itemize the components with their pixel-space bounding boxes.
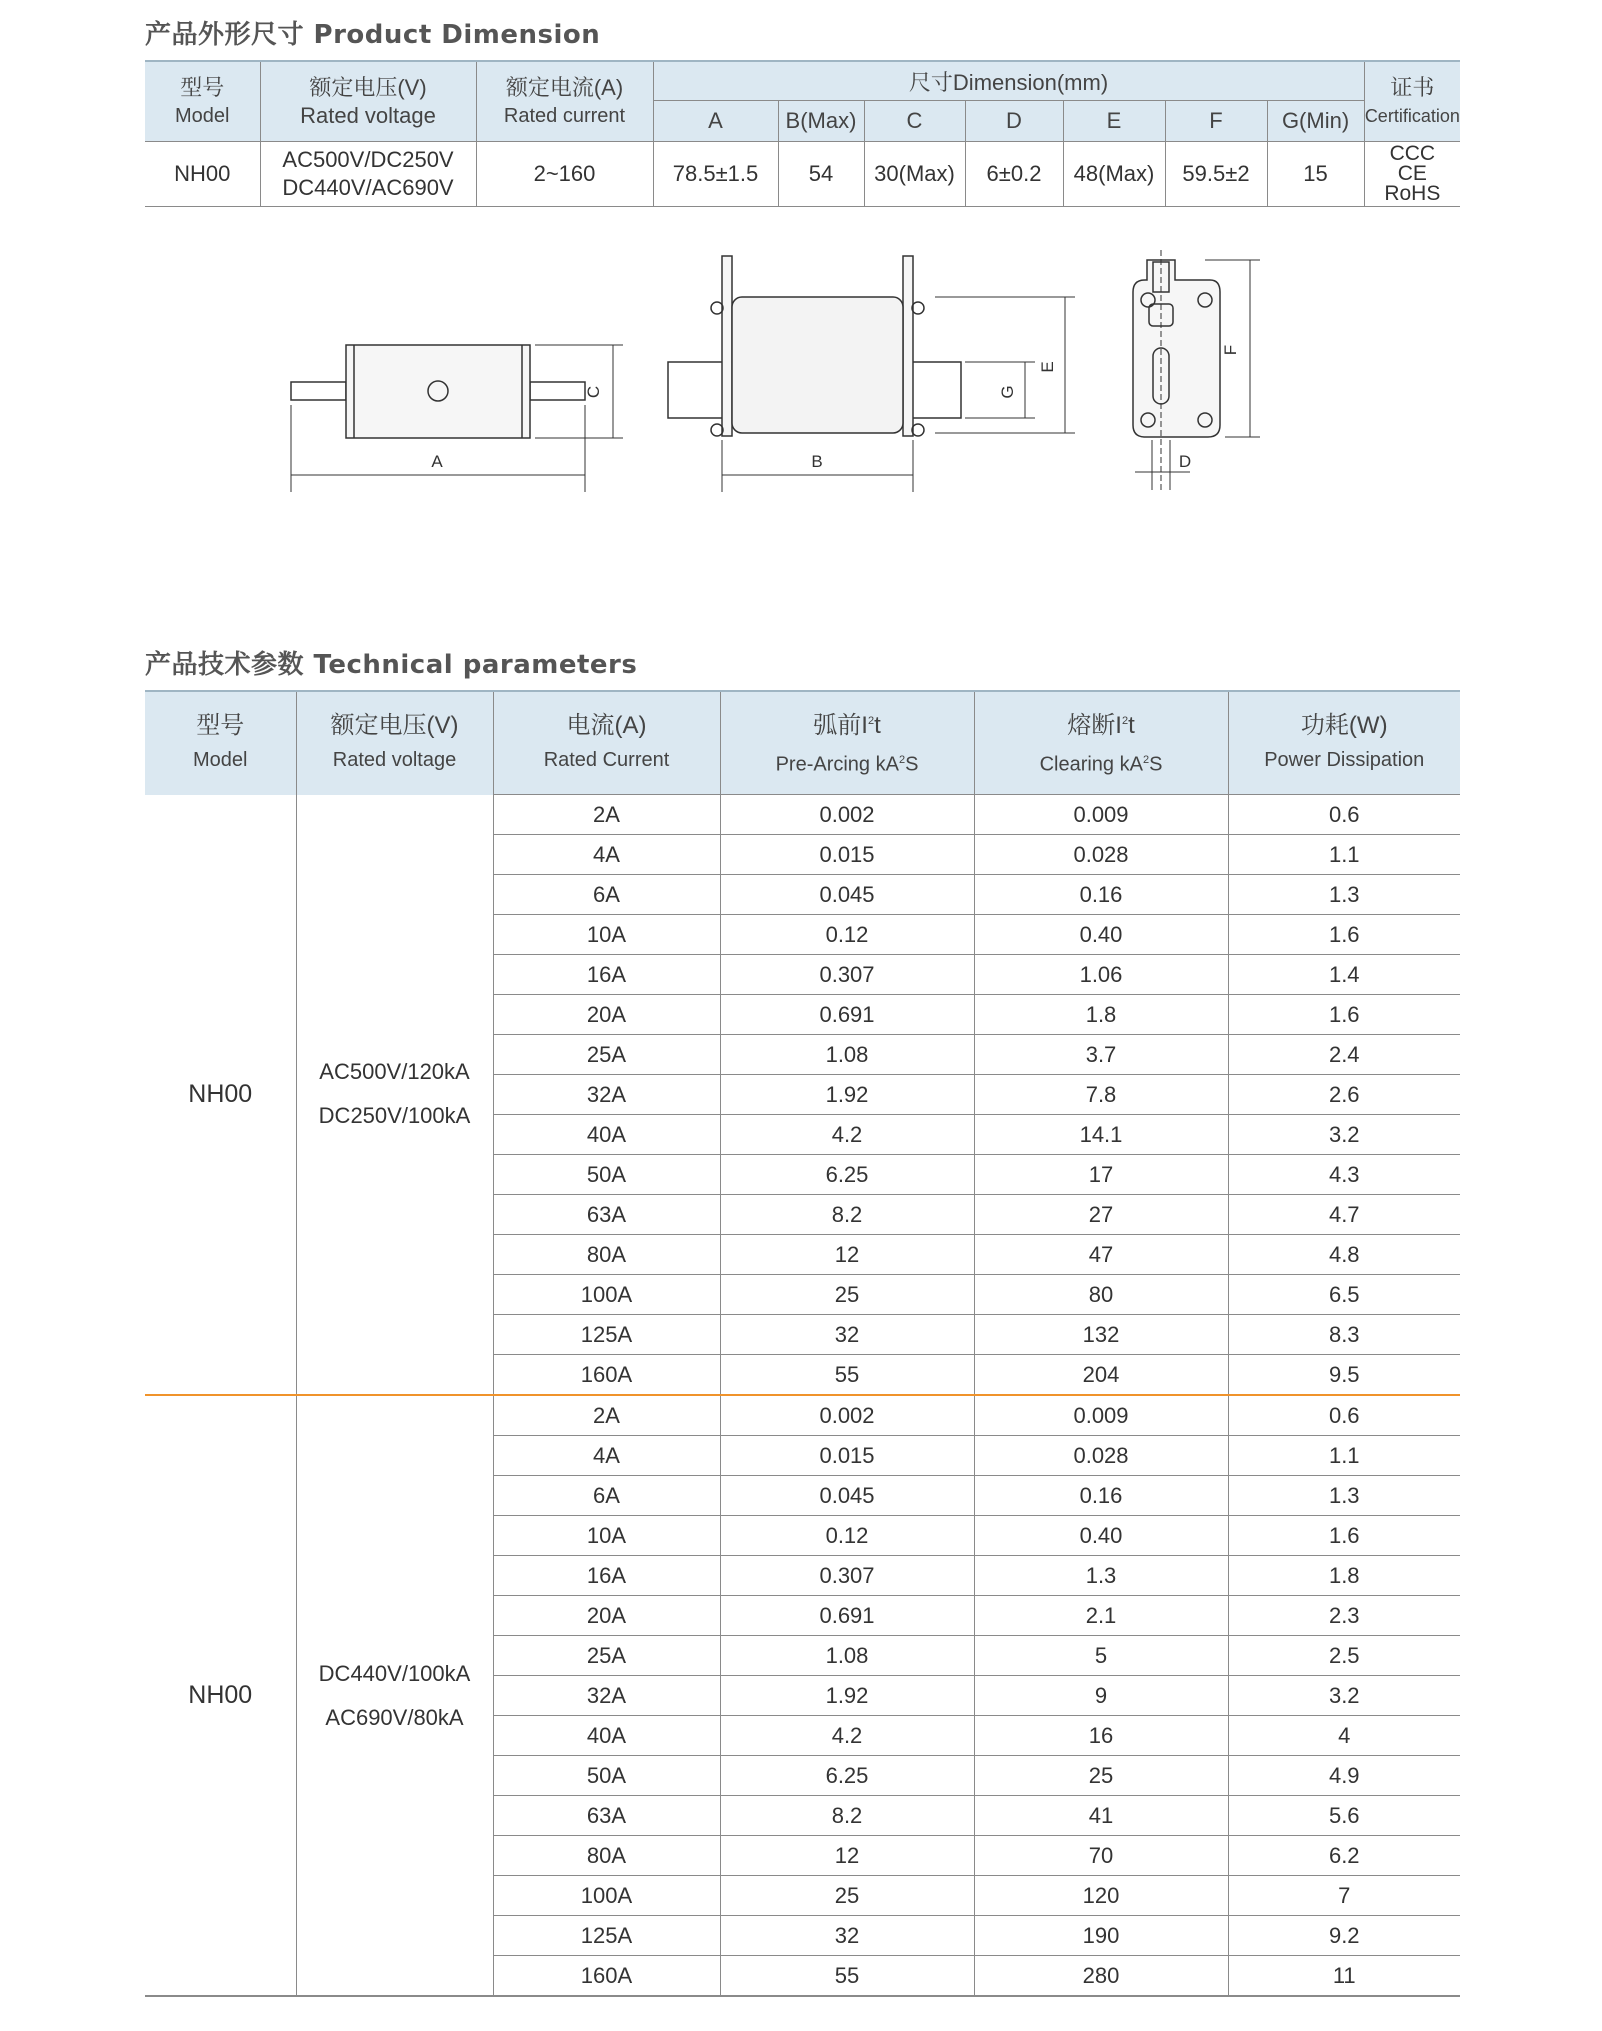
cell-pre-arcing: 6.25: [720, 1155, 974, 1195]
cell-power-dissipation: 0.6: [1228, 795, 1460, 835]
cell-power-dissipation: 2.3: [1228, 1596, 1460, 1636]
cell-clearing: 17: [974, 1155, 1228, 1195]
header-clearing: 熔断$I^2t$ Clearing $kA^2S$: [974, 691, 1228, 795]
cell-current: 20A: [493, 1596, 720, 1636]
cell-pre-arcing: 55: [720, 1355, 974, 1396]
header-model: 型号 Model: [145, 691, 296, 795]
cell-clearing: 47: [974, 1235, 1228, 1275]
cell-power-dissipation: 4.3: [1228, 1155, 1460, 1195]
cell-clearing: 7.8: [974, 1075, 1228, 1115]
drawing-label-a: A: [431, 452, 443, 471]
cell-current: 25A: [493, 1035, 720, 1075]
cell-pre-arcing: 4.2: [720, 1115, 974, 1155]
cell-power-dissipation: 4: [1228, 1716, 1460, 1756]
cell-power-dissipation: 3.2: [1228, 1676, 1460, 1716]
cell-clearing: 3.7: [974, 1035, 1228, 1075]
cell-pre-arcing: 32: [720, 1315, 974, 1355]
drawing-label-b: B: [811, 452, 823, 471]
cell-current: 160A: [493, 1956, 720, 1997]
drawing-label-d: D: [1178, 452, 1192, 471]
cell-power-dissipation: 2.5: [1228, 1636, 1460, 1676]
cell-power-dissipation: 4.8: [1228, 1235, 1460, 1275]
header-pre-arcing: 弧前$I^2t$ Pre-Arcing $kA^2S$: [720, 691, 974, 795]
cell-current: 100A: [493, 1876, 720, 1916]
cell-current: 160A: [493, 1355, 720, 1396]
cell-pre-arcing: 0.12: [720, 915, 974, 955]
cell-current: 40A: [493, 1115, 720, 1155]
cell-rated-voltage: AC500V/120kA DC250V/100kA: [296, 795, 493, 1396]
header-dim-c: C: [864, 101, 965, 142]
cell-clearing: 0.40: [974, 1516, 1228, 1556]
cell-current: 2A: [493, 795, 720, 835]
cell-current: 80A: [493, 1836, 720, 1876]
drawing-label-e: E: [1038, 361, 1057, 373]
header-dimension: 尺寸Dimension(mm): [653, 61, 1364, 101]
cell-pre-arcing: 32: [720, 1916, 974, 1956]
cell-current: 16A: [493, 955, 720, 995]
cell-power-dissipation: 8.3: [1228, 1315, 1460, 1355]
cell-clearing: 9: [974, 1676, 1228, 1716]
cell-clearing: 70: [974, 1836, 1228, 1876]
cell-current: 25A: [493, 1636, 720, 1676]
cell-power-dissipation: 4.9: [1228, 1756, 1460, 1796]
cell-clearing: 0.16: [974, 875, 1228, 915]
header-rated-voltage: 额定电压(V) Rated voltage: [260, 61, 476, 142]
cell-clearing: 0.009: [974, 795, 1228, 835]
cell-power-dissipation: 4.7: [1228, 1195, 1460, 1235]
cell-current: 125A: [493, 1315, 720, 1355]
cell-current: 50A: [493, 1756, 720, 1796]
table-row: [145, 142, 1460, 207]
cell-clearing: 1.3: [974, 1556, 1228, 1596]
header-model: 型号 Model: [145, 61, 260, 142]
cell-pre-arcing: 12: [720, 1836, 974, 1876]
cell-pre-arcing: 0.015: [720, 1436, 974, 1476]
header-dim-f: F: [1165, 101, 1267, 142]
cell-power-dissipation: 1.6: [1228, 915, 1460, 955]
header-rated-current: 额定电流(A) Rated current: [476, 61, 653, 142]
cell-power-dissipation: 2.6: [1228, 1075, 1460, 1115]
cell-clearing: 80: [974, 1275, 1228, 1315]
technical-parameters-table: [145, 690, 1460, 1997]
cell-dim-c: 30(Max): [864, 142, 965, 207]
header-dim-e: E: [1063, 101, 1165, 142]
cell-clearing: 204: [974, 1355, 1228, 1396]
header-dim-a: A: [653, 101, 778, 142]
cell-power-dissipation: 9.2: [1228, 1916, 1460, 1956]
drawing-label-g: G: [998, 385, 1017, 399]
header-rated-current: 电流(A) Rated Current: [493, 691, 720, 795]
dimension-table: [145, 60, 1460, 207]
table-row: [145, 1395, 1460, 1436]
section-title-product-dimension: 产品外形尺寸 Product Dimension: [145, 20, 601, 50]
cell-dim-f: 59.5±2: [1165, 142, 1267, 207]
cell-clearing: 280: [974, 1956, 1228, 1997]
cell-dim-b: 54: [778, 142, 864, 207]
cell-power-dissipation: 9.5: [1228, 1355, 1460, 1396]
table-row: [145, 795, 1460, 835]
cell-pre-arcing: 0.045: [720, 875, 974, 915]
cell-pre-arcing: 25: [720, 1275, 974, 1315]
cell-pre-arcing: 0.691: [720, 995, 974, 1035]
cell-current: 20A: [493, 995, 720, 1035]
cell-current: 63A: [493, 1796, 720, 1836]
cell-current: 100A: [493, 1275, 720, 1315]
cell-current: 63A: [493, 1195, 720, 1235]
cell-current: 32A: [493, 1676, 720, 1716]
cell-pre-arcing: 8.2: [720, 1796, 974, 1836]
header-power-dissipation: 功耗(W) Power Dissipation: [1228, 691, 1460, 795]
cell-pre-arcing: 0.015: [720, 835, 974, 875]
cell-pre-arcing: 1.92: [720, 1075, 974, 1115]
cell-current: 2A: [493, 1395, 720, 1436]
cell-dim-e: 48(Max): [1063, 142, 1165, 207]
cell-power-dissipation: 1.1: [1228, 1436, 1460, 1476]
cell-power-dissipation: 5.6: [1228, 1796, 1460, 1836]
cell-rated-voltage: DC440V/100kA AC690V/80kA: [296, 1395, 493, 1996]
header-certification: 证书 Certification: [1364, 61, 1460, 142]
cell-clearing: 1.06: [974, 955, 1228, 995]
cell-dim-d: 6±0.2: [965, 142, 1063, 207]
cell-current: 16A: [493, 1556, 720, 1596]
cell-power-dissipation: 11: [1228, 1956, 1460, 1997]
header-dim-b: B(Max): [778, 101, 864, 142]
section-title-technical-parameters: 产品技术参数 Technical parameters: [145, 650, 638, 680]
cell-power-dissipation: 6.2: [1228, 1836, 1460, 1876]
cell-clearing: 1.8: [974, 995, 1228, 1035]
cell-pre-arcing: 0.12: [720, 1516, 974, 1556]
cell-current: 10A: [493, 1516, 720, 1556]
cell-clearing: 120: [974, 1876, 1228, 1916]
cell-pre-arcing: 8.2: [720, 1195, 974, 1235]
cell-pre-arcing: 1.08: [720, 1035, 974, 1075]
header-rated-voltage: 额定电压(V) Rated voltage: [296, 691, 493, 795]
cell-pre-arcing: 1.08: [720, 1636, 974, 1676]
cell-clearing: 14.1: [974, 1115, 1228, 1155]
fuse-front-view: [668, 256, 1075, 492]
cell-current: 2~160: [476, 142, 653, 207]
cell-pre-arcing: 6.25: [720, 1756, 974, 1796]
cell-power-dissipation: 2.4: [1228, 1035, 1460, 1075]
cell-dim-a: 78.5±1.5: [653, 142, 778, 207]
cell-clearing: 0.009: [974, 1395, 1228, 1436]
cell-current: 6A: [493, 875, 720, 915]
fuse-side-view: [291, 345, 623, 492]
cell-power-dissipation: 1.3: [1228, 875, 1460, 915]
cell-power-dissipation: 7: [1228, 1876, 1460, 1916]
cell-voltage: AC500V/DC250V DC440V/AC690V: [260, 142, 476, 207]
cell-pre-arcing: 0.691: [720, 1596, 974, 1636]
cell-pre-arcing: 25: [720, 1876, 974, 1916]
cell-model: NH00: [188, 1079, 253, 1108]
cell-model: NH00: [145, 1395, 296, 1996]
cell-current: 125A: [493, 1916, 720, 1956]
cell-clearing: 0.028: [974, 1436, 1228, 1476]
cell-current: 50A: [493, 1155, 720, 1195]
cell-clearing: 132: [974, 1315, 1228, 1355]
cell-pre-arcing: 0.045: [720, 1476, 974, 1516]
cell-clearing: 0.028: [974, 835, 1228, 875]
cell-clearing: 0.16: [974, 1476, 1228, 1516]
cell-power-dissipation: 1.6: [1228, 995, 1460, 1035]
cell-current: 32A: [493, 1075, 720, 1115]
cell-pre-arcing: 0.002: [720, 1395, 974, 1436]
cell-power-dissipation: 1.6: [1228, 1516, 1460, 1556]
cell-current: 4A: [493, 835, 720, 875]
cell-current: 6A: [493, 1476, 720, 1516]
header-dim-d: D: [965, 101, 1063, 142]
cell-pre-arcing: 0.307: [720, 955, 974, 995]
cell-certification: CCC CE RoHS: [1364, 142, 1460, 207]
cell-current: 40A: [493, 1716, 720, 1756]
cell-power-dissipation: 0.6: [1228, 1395, 1460, 1436]
cell-clearing: 190: [974, 1916, 1228, 1956]
cell-power-dissipation: 1.1: [1228, 835, 1460, 875]
cell-clearing: 27: [974, 1195, 1228, 1235]
cell-clearing: 25: [974, 1756, 1228, 1796]
cell-power-dissipation: 6.5: [1228, 1275, 1460, 1315]
cell-power-dissipation: 1.3: [1228, 1476, 1460, 1516]
cell-dim-g: 15: [1267, 142, 1364, 207]
cell-model: NH00: [145, 142, 260, 207]
cell-pre-arcing: 1.92: [720, 1676, 974, 1716]
cell-pre-arcing: 55: [720, 1956, 974, 1997]
cell-current: 80A: [493, 1235, 720, 1275]
cell-power-dissipation: 1.8: [1228, 1556, 1460, 1596]
cell-pre-arcing: 4.2: [720, 1716, 974, 1756]
header-dim-g: G(Min): [1267, 101, 1364, 142]
cell-current: 4A: [493, 1436, 720, 1476]
fuse-dimension-drawings: [145, 240, 1325, 500]
cell-pre-arcing: 12: [720, 1235, 974, 1275]
cell-power-dissipation: 1.4: [1228, 955, 1460, 995]
cell-clearing: 5: [974, 1636, 1228, 1676]
cell-pre-arcing: 0.002: [720, 795, 974, 835]
drawing-label-f: F: [1221, 344, 1240, 356]
cell-clearing: 2.1: [974, 1596, 1228, 1636]
cell-clearing: 0.40: [974, 915, 1228, 955]
cell-clearing: 16: [974, 1716, 1228, 1756]
cell-power-dissipation: 3.2: [1228, 1115, 1460, 1155]
drawing-label-c: C: [584, 385, 603, 399]
cell-pre-arcing: 0.307: [720, 1556, 974, 1596]
cell-current: 10A: [493, 915, 720, 955]
fuse-end-view: [1133, 250, 1260, 490]
cell-clearing: 41: [974, 1796, 1228, 1836]
